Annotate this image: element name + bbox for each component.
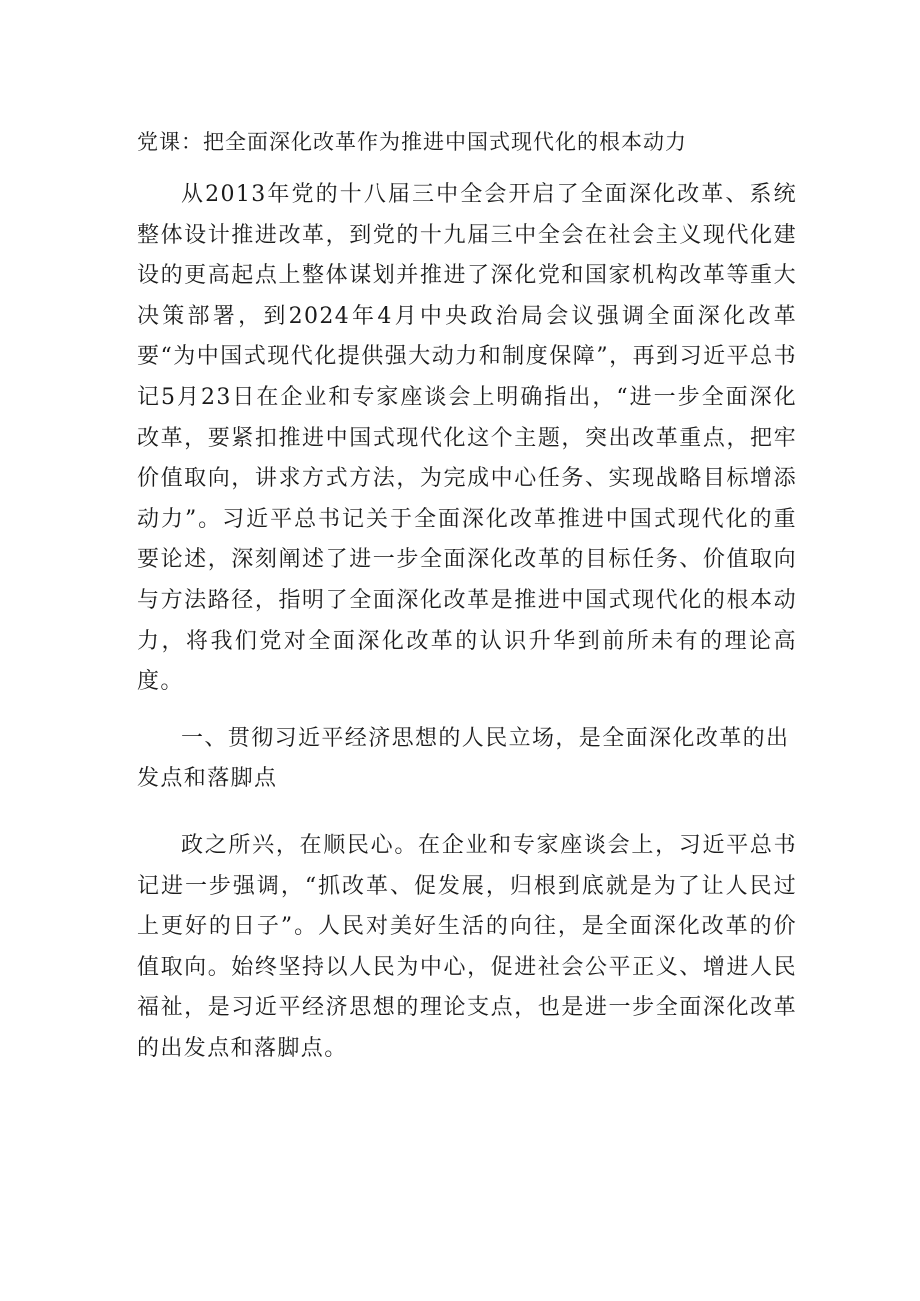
document-page <box>137 122 797 1069</box>
section-heading: 一、贯彻习近平经济思想的人民立场，是全面深化改革的出发点和落脚点 <box>137 725 790 792</box>
section-paragraph: 政之所兴，在顺民心。在企业和专家座谈会上，习近平总书记进一步强调，“抓改革、促发展，归根到底就是为了让人民过上更好的日子”。人民对美好生活的向往，是全面深化改革的价值取向。始终坚持以人民为中心，促进社会公平正义、增进人民福祉，是习近平经济思想的理论支点，也是进一步全面深化改革的出发点和落脚点。 <box>137 832 797 1061</box>
intro-paragraph: 从2013年党的十八届三中全会开启了全面深化改革、系统整体设计推进改革，到党的十九届三中全会在社会主义现代化建设的更高起点上整体谋划并推进了深化党和国家机构改革等重大决策部署，到2024年4月中央政治局会议强调全面深化改革要“为中国式现代化提供强大动力和制度保障”，再到习近平总书记5月23日在企业和专家座谈会上明确指出，“进一步全面深化改革，要紧扣推进中国式现代化这个主题，突出改革重点，把牢价值取向，讲求方式方法，为完成中心任务、实现战略目标增添动力”。习近平总书记关于全面深化改革推进中国式现代化的重要论述，深刻阐述了进一步全面深化改革的目标任务、价值取向与方法路径，指明了全面深化改革是推进中国式现代化的根本动力，将我们党对全面深化改革的认识升华到前所未有的理论高度。 <box>137 182 797 695</box>
document-title: 党课：把全面深化改革作为推进中国式现代化的根本动力 <box>137 130 687 154</box>
